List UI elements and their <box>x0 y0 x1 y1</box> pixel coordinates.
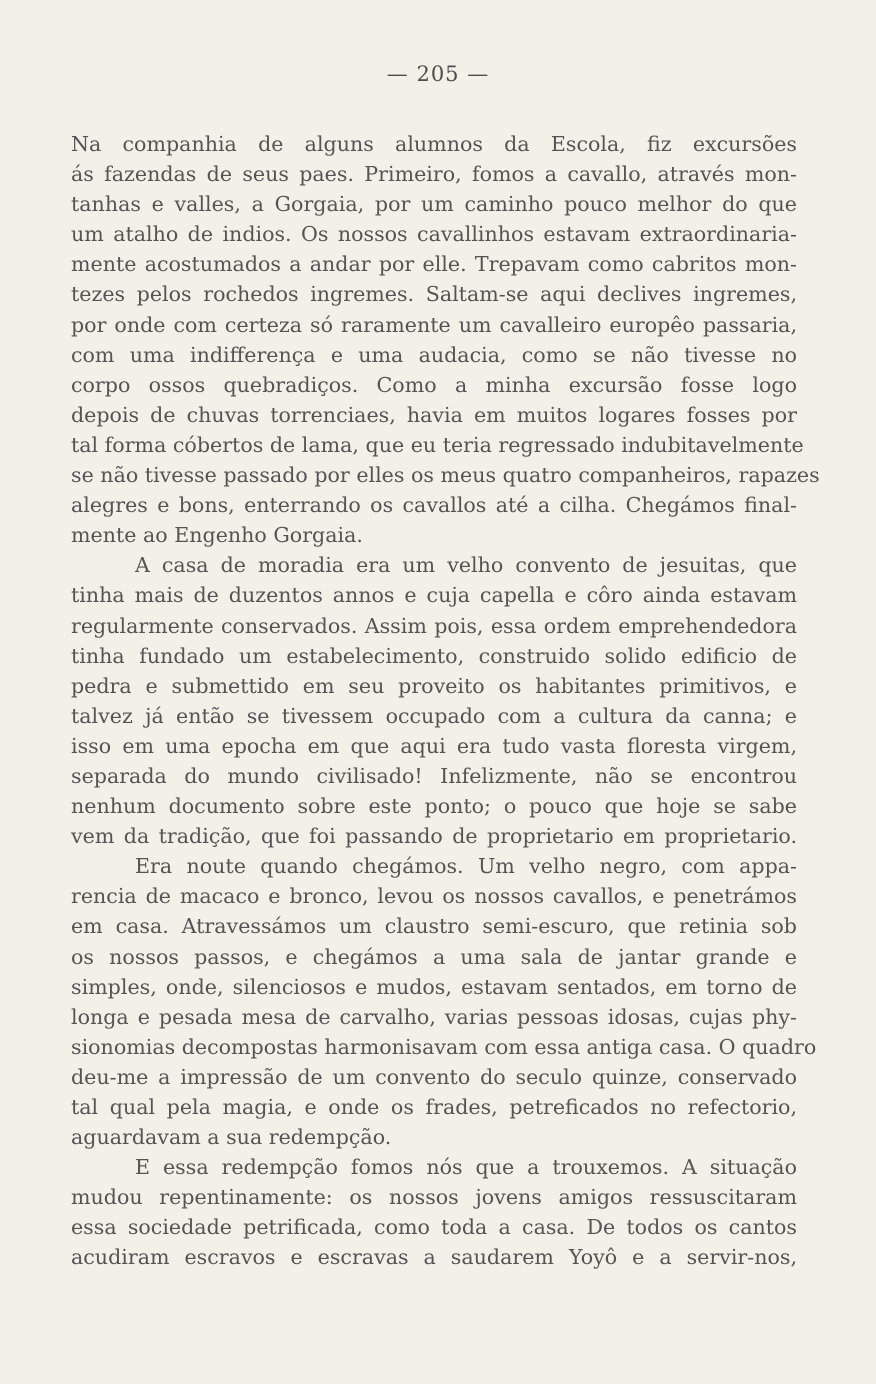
paragraph-1 <box>71 129 820 550</box>
text-line: um atalho de indios. Os nossos cavallinhos estavam extraordinaria- <box>71 222 797 247</box>
text-line: acudiram escravos e escravas a saudarem Yoyô e a servir-nos, <box>71 1245 797 1270</box>
paragraph-3 <box>71 851 817 1152</box>
body-text <box>71 129 820 1273</box>
text-line: mente ao Engenho Gorgaia. <box>71 523 363 548</box>
text-line: em casa. Atravessámos um claustro semi-escuro, que retinia sob <box>71 914 797 939</box>
paragraph-4 <box>71 1152 797 1272</box>
text-line: A casa de moradia era um velho convento de jesuitas, que <box>135 553 797 578</box>
text-line: aguardavam a sua redempção. <box>71 1125 392 1150</box>
text-line: E essa redempção fomos nós que a trouxemos. A situação <box>135 1155 797 1180</box>
text-line: tinha mais de duzentos annos e cuja capella e côro ainda estavam <box>71 583 797 608</box>
text-line: por onde com certeza só raramente um cavalleiro europêo passaria, <box>71 312 797 337</box>
text-line: rencia de macaco e bronco, levou os nossos cavallos, e penetrámos <box>71 884 797 909</box>
text-line: separada do mundo civilisado! Infelizmente, não se encontrou <box>71 763 797 788</box>
text-line: se não tivesse passado por elles os meus quatro companheiros, rapazes <box>71 463 820 488</box>
text-line: mente acostumados a andar por elle. Trepavam como cabritos mon- <box>71 252 797 277</box>
text-line: tal forma cóbertos de lama, que eu teria regressado indubitavelmente <box>71 432 804 457</box>
text-line: ás fazendas de seus paes. Primeiro, fomos a cavallo, através mon- <box>71 162 797 187</box>
text-line: sionomias decompostas harmonisavam com essa antiga casa. O quadro <box>71 1034 817 1059</box>
paragraph-2 <box>71 550 797 851</box>
text-line: mudou repentinamente: os nossos jovens amigos ressuscitaram <box>71 1185 797 1210</box>
text-line: isso em uma epocha em que aqui era tudo vasta floresta virgem, <box>71 733 797 758</box>
text-line: longa e pesada mesa de carvalho, varias pessoas idosas, cujas phy- <box>71 1004 797 1029</box>
text-line: Na companhia de alguns alumnos da Escola, fiz excursões <box>71 132 797 156</box>
text-line: deu-me a impressão de um convento do seculo quinze, conservado <box>71 1064 797 1089</box>
text-line: tinha fundado um estabelecimento, construido solido edificio de <box>71 643 797 668</box>
page-number: — 205 — <box>386 62 490 86</box>
text-line: tezes pelos rochedos ingremes. Saltam-se aqui declives ingremes, <box>71 282 797 307</box>
text-line: alegres e bons, enterrando os cavallos até a cilha. Chegámos final- <box>71 493 797 518</box>
text-line: corpo ossos quebradiços. Como a minha excursão fosse logo <box>71 372 797 397</box>
text-line: tanhas e valles, a Gorgaia, por um caminho pouco melhor do que <box>71 192 797 217</box>
text-line: regularmente conservados. Assim pois, essa ordem emprehendedora <box>71 613 797 638</box>
text-line: depois de chuvas torrenciaes, havia em muitos logares fosses por <box>71 402 797 427</box>
text-line: Era noute quando chegámos. Um velho negro, com appa- <box>135 854 797 879</box>
text-line: tal qual pela magia, e onde os frades, petreficados no refectorio, <box>71 1095 797 1119</box>
text-line: simples, onde, silenciosos e mudos, estavam sentados, em torno de <box>71 974 797 999</box>
text-line: nenhum documento sobre este ponto; o pouco que hoje se sabe <box>71 794 797 819</box>
text-line: os nossos passos, e chegámos a uma sala de jantar grande e <box>71 944 797 969</box>
text-line: essa sociedade petrificada, como toda a casa. De todos os cantos <box>71 1215 797 1240</box>
text-line: com uma indifferença e uma audacia, como se não tivesse no <box>71 342 797 367</box>
text-line: vem da tradição, que foi passando de proprietario em proprietario. <box>71 824 797 849</box>
text-line: talvez já então se tivessem occupado com a cultura da canna; e <box>71 703 797 728</box>
text-line: pedra e submettido em seu proveito os habitantes primitivos, e <box>71 673 797 698</box>
